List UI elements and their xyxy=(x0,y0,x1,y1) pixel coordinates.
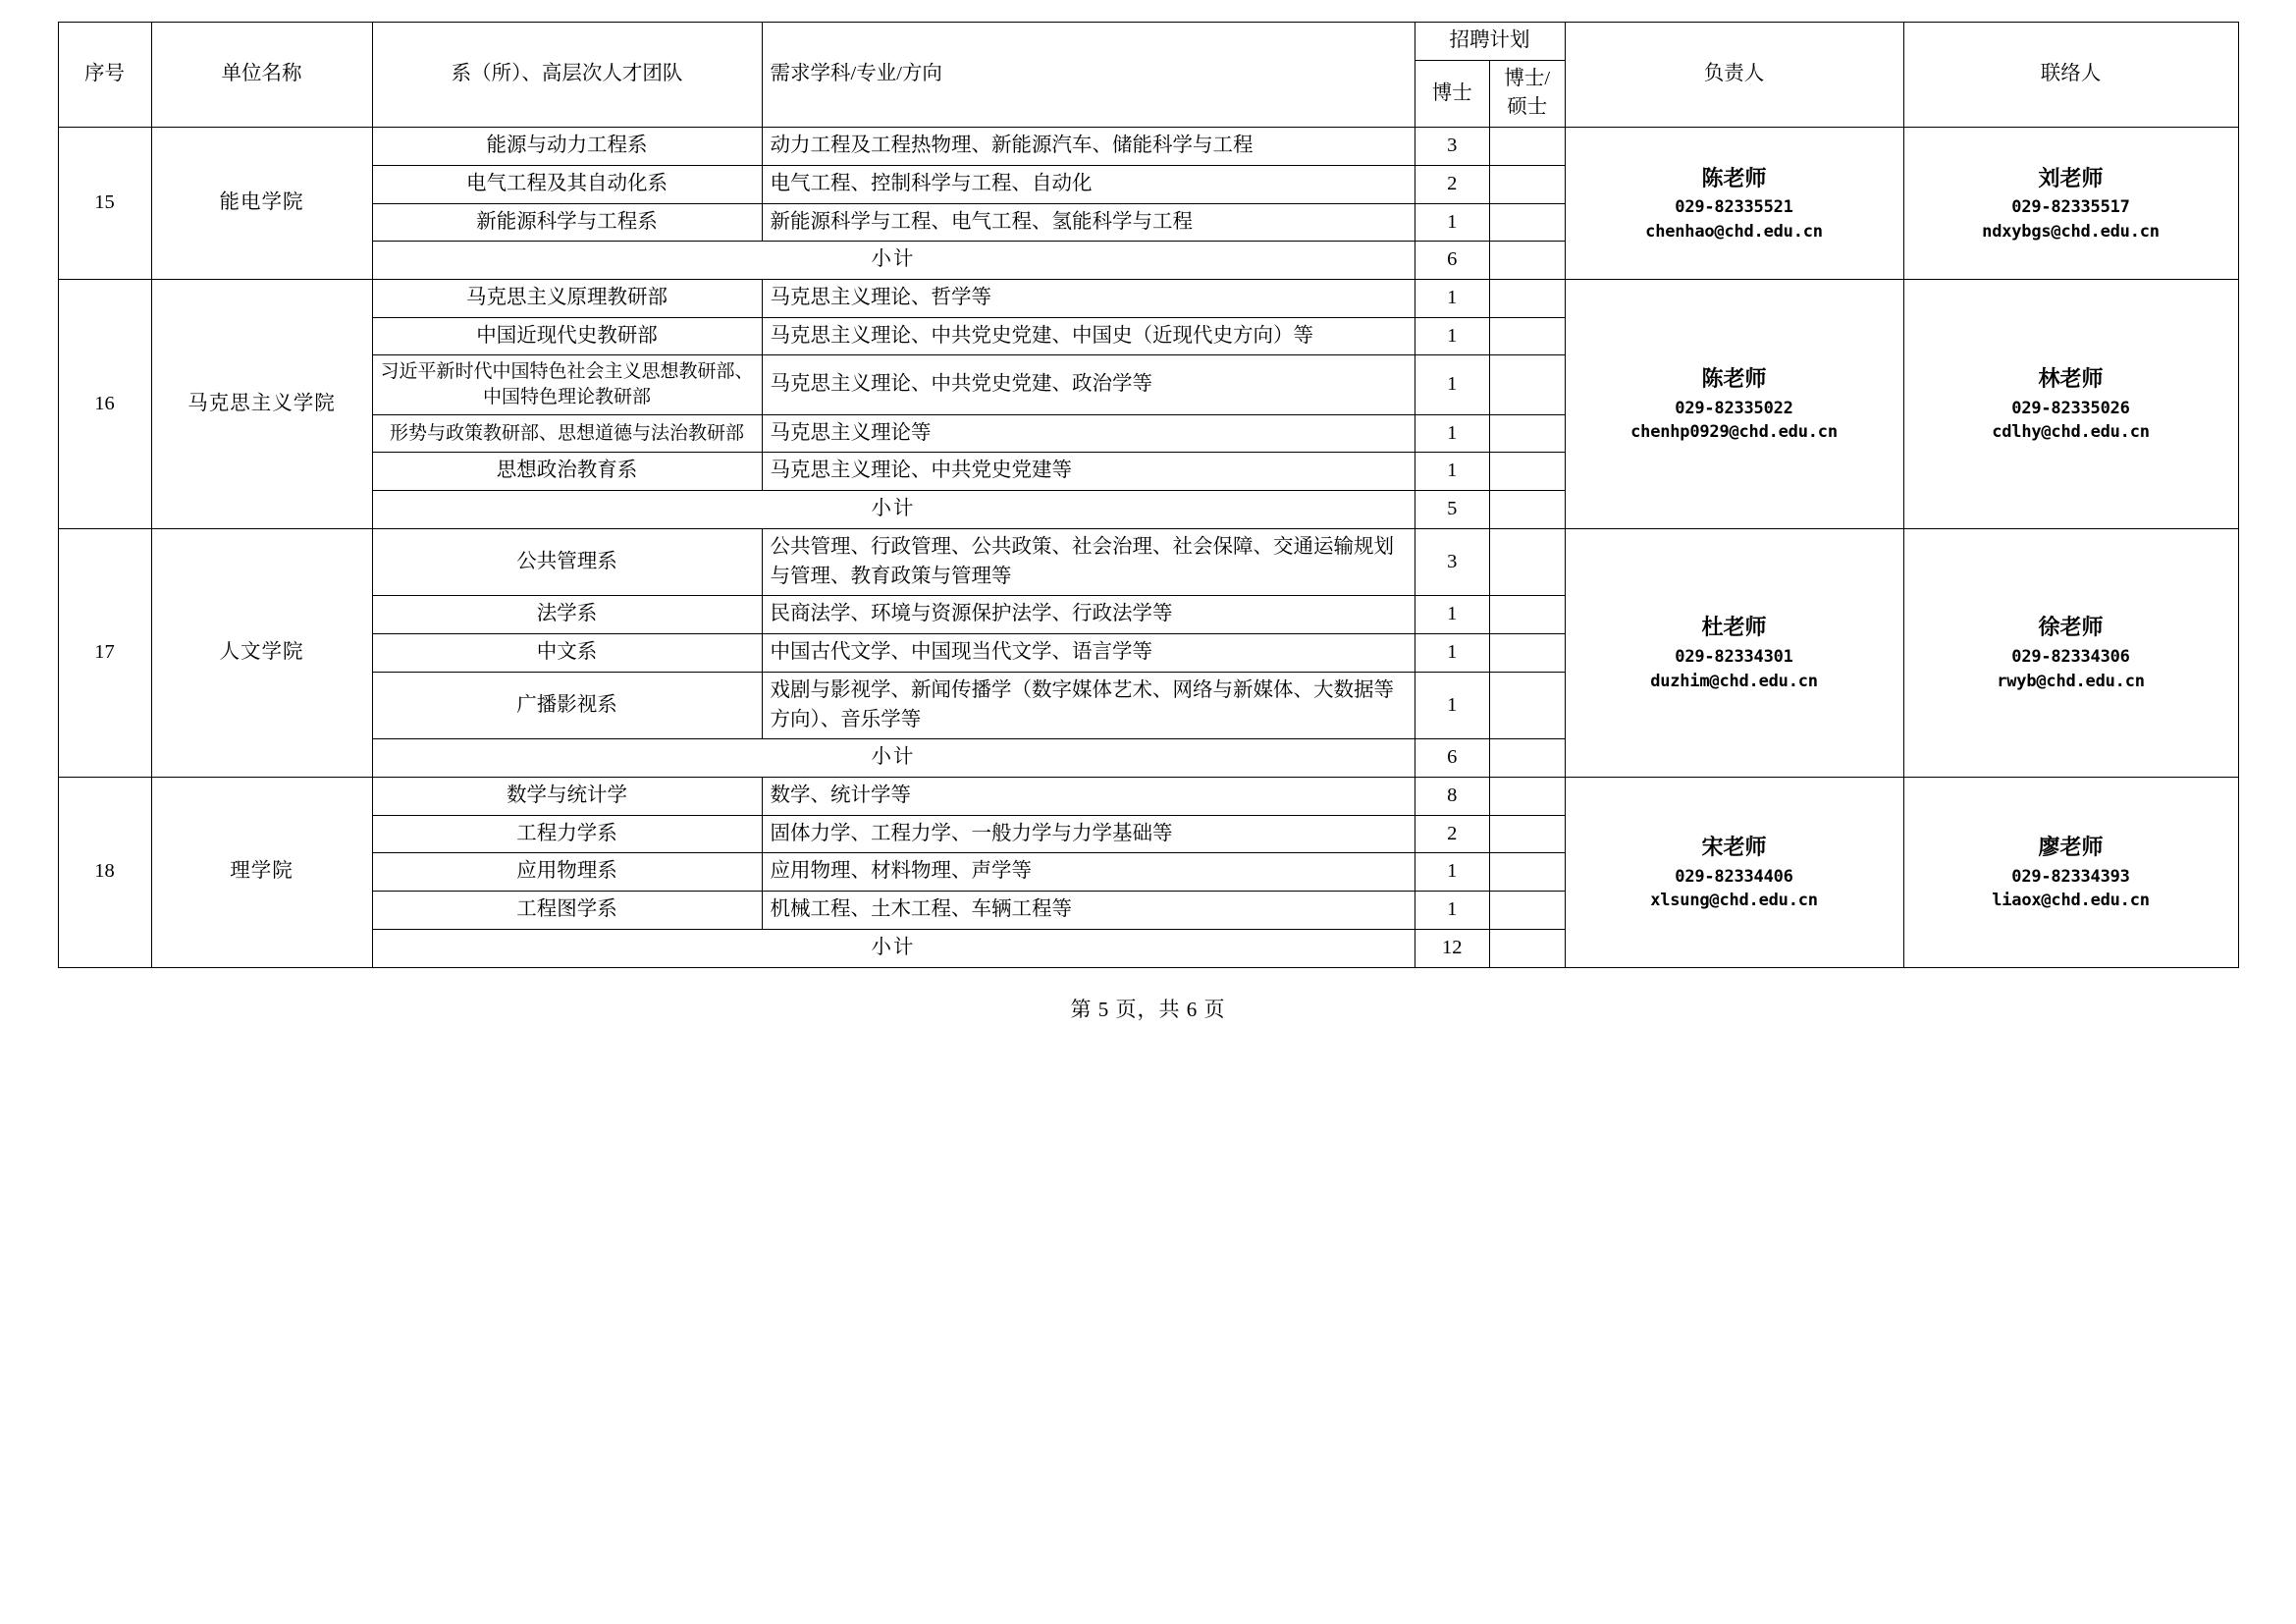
responsible-person-name: 陈老师 xyxy=(1701,365,1767,391)
contact-person xyxy=(1903,528,2238,777)
table-header xyxy=(58,23,2238,128)
department-name: 习近平新时代中国特色社会主义思想教研部、中国特色理论教研部 xyxy=(372,355,762,414)
major-requirement: 民商法学、环境与资源保护法学、行政法学等 xyxy=(762,596,1415,634)
phd-master-count xyxy=(1490,853,1566,892)
phd-count: 1 xyxy=(1415,672,1490,738)
header-contact: 联络人 xyxy=(1903,23,2238,128)
phd-count: 1 xyxy=(1415,634,1490,673)
major-requirement: 马克思主义理论、中共党史党建、中国史（近现代史方向）等 xyxy=(762,317,1415,355)
header-responsible: 负责人 xyxy=(1565,23,1903,128)
department-name: 数学与统计学 xyxy=(372,777,762,815)
subtotal-phd-master-count xyxy=(1490,491,1566,529)
phd-master-count xyxy=(1490,280,1566,318)
phd-master-count xyxy=(1490,128,1566,166)
department-name: 能源与动力工程系 xyxy=(372,128,762,166)
responsible-person-email[interactable]: duzhim@chd.edu.cn xyxy=(1650,671,1818,691)
responsible-person-email[interactable]: chenhao@chd.edu.cn xyxy=(1645,222,1823,243)
row-sequence-number: 18 xyxy=(58,777,151,967)
major-requirement: 马克思主义理论、中共党史党建等 xyxy=(762,453,1415,491)
contact-person-email[interactable]: ndxybgs@chd.edu.cn xyxy=(1982,222,2160,243)
phd-count: 1 xyxy=(1415,280,1490,318)
recruitment-plan-table xyxy=(58,22,2239,968)
row-sequence-number: 16 xyxy=(58,280,151,529)
header-phd-master: 博士/硕士 xyxy=(1490,60,1566,127)
phd-count: 2 xyxy=(1415,815,1490,853)
phd-count: 1 xyxy=(1415,596,1490,634)
subtotal-label: 小计 xyxy=(372,739,1415,778)
department-name: 工程力学系 xyxy=(372,815,762,853)
responsible-person xyxy=(1565,528,1903,777)
contact-person xyxy=(1903,280,2238,529)
subtotal-phd-master-count xyxy=(1490,242,1566,280)
responsible-person-email[interactable]: chenhp0929@chd.edu.cn xyxy=(1630,422,1838,443)
phd-master-count xyxy=(1490,203,1566,242)
phd-master-count xyxy=(1490,317,1566,355)
contact-person-phone: 029-82334306 xyxy=(2011,647,2130,668)
contact-person-name: 刘老师 xyxy=(2038,165,2104,190)
phd-master-count xyxy=(1490,414,1566,453)
department-name: 广播影视系 xyxy=(372,672,762,738)
phd-count: 3 xyxy=(1415,128,1490,166)
subtotal-phd-count: 6 xyxy=(1415,739,1490,778)
department-name: 中文系 xyxy=(372,634,762,673)
major-requirement: 公共管理、行政管理、公共政策、社会治理、社会保障、交通运输规划与管理、教育政策与管理等 xyxy=(762,528,1415,595)
department-name: 法学系 xyxy=(372,596,762,634)
phd-master-count xyxy=(1490,634,1566,673)
responsible-person-phone: 029-82334406 xyxy=(1675,866,1793,887)
unit-name: 马克思主义学院 xyxy=(151,280,372,529)
department-name: 马克思主义原理教研部 xyxy=(372,280,762,318)
page-footer: 第 5 页，共 6 页 xyxy=(1070,997,1226,1021)
responsible-person-phone: 029-82335521 xyxy=(1675,197,1793,218)
subtotal-label: 小计 xyxy=(372,242,1415,280)
responsible-person xyxy=(1565,777,1903,967)
subtotal-phd-count: 12 xyxy=(1415,929,1490,967)
contact-person-email[interactable]: rwyb@chd.edu.cn xyxy=(1997,671,2145,691)
header-unit: 单位名称 xyxy=(151,23,372,128)
major-requirement: 机械工程、土木工程、车辆工程等 xyxy=(762,892,1415,930)
subtotal-label: 小计 xyxy=(372,929,1415,967)
header-seq: 序号 xyxy=(58,23,151,128)
department-name: 思想政治教育系 xyxy=(372,453,762,491)
responsible-person-name: 陈老师 xyxy=(1701,165,1767,190)
responsible-person-name: 杜老师 xyxy=(1701,615,1767,640)
phd-count: 1 xyxy=(1415,414,1490,453)
contact-person-phone: 029-82335026 xyxy=(2011,398,2130,418)
phd-count: 1 xyxy=(1415,317,1490,355)
major-requirement: 中国古代文学、中国现当代文学、语言学等 xyxy=(762,634,1415,673)
phd-master-count xyxy=(1490,672,1566,738)
header-plan: 招聘计划 xyxy=(1415,23,1565,61)
subtotal-phd-master-count xyxy=(1490,739,1566,778)
table-row xyxy=(58,777,2238,815)
phd-count: 1 xyxy=(1415,853,1490,892)
header-phd: 博士 xyxy=(1415,60,1490,127)
contact-person-name: 徐老师 xyxy=(2038,615,2104,640)
responsible-person-email[interactable]: xlsung@chd.edu.cn xyxy=(1650,891,1818,911)
table-body xyxy=(58,128,2238,967)
header-row-main xyxy=(58,23,2238,61)
phd-master-count xyxy=(1490,777,1566,815)
phd-master-count xyxy=(1490,892,1566,930)
responsible-person-name: 宋老师 xyxy=(1701,834,1767,859)
unit-name: 理学院 xyxy=(151,777,372,967)
responsible-person xyxy=(1565,280,1903,529)
department-name: 工程图学系 xyxy=(372,892,762,930)
contact-person xyxy=(1903,777,2238,967)
phd-master-count xyxy=(1490,596,1566,634)
major-requirement: 马克思主义理论、中共党史党建、政治学等 xyxy=(762,355,1415,414)
phd-count: 8 xyxy=(1415,777,1490,815)
subtotal-phd-master-count xyxy=(1490,929,1566,967)
unit-name: 能电学院 xyxy=(151,128,372,280)
row-sequence-number: 17 xyxy=(58,528,151,777)
department-name: 中国近现代史教研部 xyxy=(372,317,762,355)
subtotal-phd-count: 6 xyxy=(1415,242,1490,280)
contact-person-email[interactable]: cdlhy@chd.edu.cn xyxy=(1992,422,2150,443)
major-requirement: 新能源科学与工程、电气工程、氢能科学与工程 xyxy=(762,203,1415,242)
subtotal-label: 小计 xyxy=(372,491,1415,529)
phd-count: 1 xyxy=(1415,453,1490,491)
phd-master-count xyxy=(1490,355,1566,414)
table-row xyxy=(58,128,2238,166)
department-name: 应用物理系 xyxy=(372,853,762,892)
department-name: 电气工程及其自动化系 xyxy=(372,165,762,203)
phd-count: 1 xyxy=(1415,355,1490,414)
major-requirement: 马克思主义理论、哲学等 xyxy=(762,280,1415,318)
unit-name: 人文学院 xyxy=(151,528,372,777)
contact-person-name: 林老师 xyxy=(2038,365,2104,391)
major-requirement: 电气工程、控制科学与工程、自动化 xyxy=(762,165,1415,203)
subtotal-phd-count: 5 xyxy=(1415,491,1490,529)
header-major: 需求学科/专业/方向 xyxy=(762,23,1415,128)
contact-person-phone: 029-82335517 xyxy=(2011,197,2130,218)
major-requirement: 数学、统计学等 xyxy=(762,777,1415,815)
phd-master-count xyxy=(1490,528,1566,595)
department-name: 形势与政策教研部、思想道德与法治教研部 xyxy=(372,414,762,453)
department-name: 新能源科学与工程系 xyxy=(372,203,762,242)
phd-count: 3 xyxy=(1415,528,1490,595)
table-row xyxy=(58,280,2238,318)
department-name: 公共管理系 xyxy=(372,528,762,595)
responsible-person-phone: 029-82334301 xyxy=(1675,647,1793,668)
responsible-person xyxy=(1565,128,1903,280)
major-requirement: 固体力学、工程力学、一般力学与力学基础等 xyxy=(762,815,1415,853)
contact-person-email[interactable]: liaox@chd.edu.cn xyxy=(1992,891,2150,911)
phd-master-count xyxy=(1490,165,1566,203)
phd-count: 2 xyxy=(1415,165,1490,203)
table-row xyxy=(58,528,2238,595)
contact-person-phone: 029-82334393 xyxy=(2011,866,2130,887)
major-requirement: 戏剧与影视学、新闻传播学（数字媒体艺术、网络与新媒体、大数据等方向）、音乐学等 xyxy=(762,672,1415,738)
row-sequence-number: 15 xyxy=(58,128,151,280)
contact-person xyxy=(1903,128,2238,280)
header-dept: 系（所）、高层次人才团队 xyxy=(372,23,762,128)
responsible-person-phone: 029-82335022 xyxy=(1675,398,1793,418)
phd-count: 1 xyxy=(1415,892,1490,930)
major-requirement: 应用物理、材料物理、声学等 xyxy=(762,853,1415,892)
contact-person-name: 廖老师 xyxy=(2038,834,2104,859)
phd-count: 1 xyxy=(1415,203,1490,242)
major-requirement: 动力工程及工程热物理、新能源汽车、储能科学与工程 xyxy=(762,128,1415,166)
major-requirement: 马克思主义理论等 xyxy=(762,414,1415,453)
phd-master-count xyxy=(1490,815,1566,853)
phd-master-count xyxy=(1490,453,1566,491)
